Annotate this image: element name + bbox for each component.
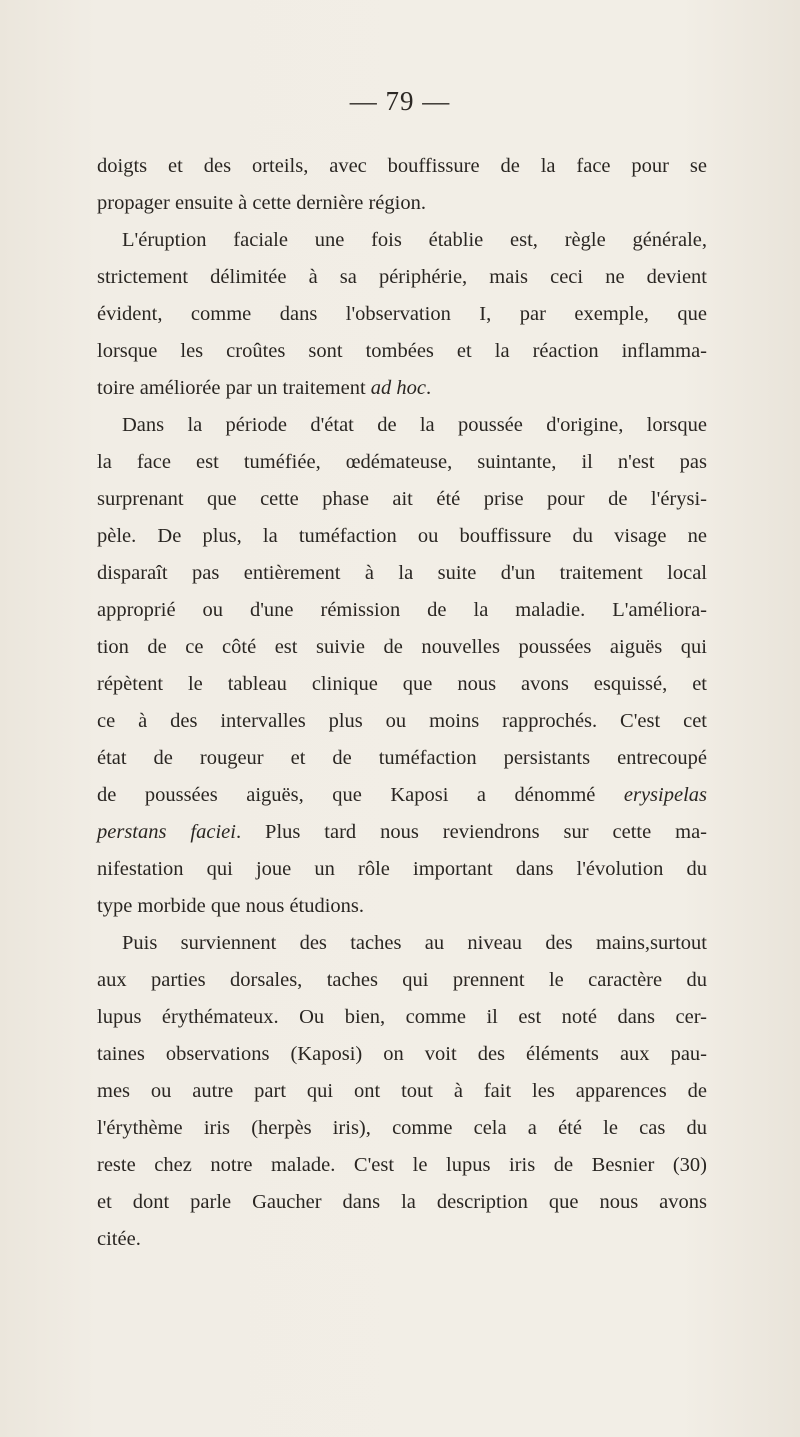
text-segment: surprenant que cette phase ait été prise pour de l'érysi- bbox=[97, 488, 707, 510]
text-segment: et dont parle Gaucher dans la description que nous avons bbox=[97, 1191, 707, 1213]
text-line bbox=[97, 481, 707, 518]
text-segment: répètent le tableau clinique que nous avons esquissé, et bbox=[97, 673, 707, 695]
text-segment: taines observations (Kaposi) on voit des éléments aux pau- bbox=[97, 1043, 707, 1065]
text-segment: toire améliorée par un traitement bbox=[97, 377, 371, 399]
text-line bbox=[97, 1184, 707, 1221]
text-line bbox=[97, 740, 707, 777]
text-line bbox=[97, 296, 707, 333]
text-line bbox=[97, 888, 707, 925]
text-segment: ce à des intervalles plus ou moins rapprochés. C'est cet bbox=[97, 710, 707, 732]
text-line bbox=[97, 518, 707, 555]
text-line bbox=[97, 925, 707, 962]
text-segment: reste chez notre malade. C'est le lupus iris de Besnier (30) bbox=[97, 1154, 707, 1176]
text-segment: la face est tuméfiée, œdémateuse, suintante, il n'est pas bbox=[97, 451, 707, 473]
text-segment: . bbox=[426, 377, 432, 399]
text-segment: citée. bbox=[97, 1228, 141, 1250]
text-line bbox=[97, 185, 707, 222]
text-segment: pèle. De plus, la tuméfaction ou bouffissure du visage ne bbox=[97, 525, 707, 547]
text-line bbox=[97, 259, 707, 296]
text-segment: nifestation qui joue un rôle important dans l'évolution du bbox=[97, 858, 707, 880]
text-segment: de poussées aiguës, que Kaposi a dénommé bbox=[97, 784, 624, 806]
text-segment: propager ensuite à cette dernière région. bbox=[97, 192, 426, 214]
text-line bbox=[97, 962, 707, 999]
text-segment: type morbide que nous étudions. bbox=[97, 895, 365, 917]
text-segment: évident, comme dans l'observation I, par exemple, que bbox=[97, 303, 707, 325]
text-segment: état de rougeur et de tuméfaction persistants entrecoupé bbox=[97, 747, 707, 769]
text-line bbox=[97, 555, 707, 592]
text-line bbox=[97, 444, 707, 481]
italic-text: perstans faciei bbox=[97, 821, 236, 843]
page-number: — 79 — bbox=[349, 86, 451, 116]
text-segment: L'éruption faciale une fois établie est, règle générale, bbox=[122, 229, 707, 251]
text-line bbox=[97, 1147, 707, 1184]
text-line bbox=[97, 703, 707, 740]
italic-text: erysipelas bbox=[623, 784, 707, 806]
text-segment: lorsque les croûtes sont tombées et la réaction inflamma- bbox=[97, 340, 707, 362]
text-line bbox=[97, 1110, 707, 1147]
text-segment: doigts et des orteils, avec bouffissure de la face pour se bbox=[97, 155, 707, 177]
italic-text: ad hoc bbox=[370, 377, 427, 399]
text-segment: . Plus tard nous reviendrons sur cette ma- bbox=[235, 821, 708, 843]
text-line bbox=[97, 222, 707, 259]
text-segment: Puis surviennent des taches au niveau des mains,surtout bbox=[122, 932, 707, 954]
text-line bbox=[97, 333, 707, 370]
text-segment: disparaît pas entièrement à la suite d'un traitement local bbox=[97, 562, 707, 584]
text-segment: approprié ou d'une rémission de la maladie. L'améliora- bbox=[97, 599, 707, 621]
text-line bbox=[97, 1036, 707, 1073]
text-segment: l'érythème iris (herpès iris), comme cela a été le cas du bbox=[97, 1117, 707, 1139]
text-line bbox=[97, 370, 707, 407]
text-line bbox=[97, 777, 707, 814]
text-line bbox=[97, 851, 707, 888]
text-line bbox=[97, 148, 707, 185]
text-line bbox=[97, 1221, 707, 1258]
text-segment: mes ou autre part qui ont tout à fait les apparences de bbox=[97, 1080, 707, 1102]
text-line bbox=[97, 1073, 707, 1110]
text-segment: lupus érythémateux. Ou bien, comme il est noté dans cer- bbox=[97, 1006, 707, 1028]
text-line bbox=[97, 629, 707, 666]
text-segment: strictement délimitée à sa périphérie, mais ceci ne devient bbox=[97, 266, 707, 288]
text-segment: tion de ce côté est suivie de nouvelles poussées aiguës qui bbox=[97, 636, 707, 658]
text-line bbox=[97, 999, 707, 1036]
text-segment: aux parties dorsales, taches qui prennent le caractère du bbox=[97, 969, 707, 991]
text-segment: Dans la période d'état de la poussée d'origine, lorsque bbox=[122, 414, 707, 436]
body-text bbox=[97, 148, 707, 1258]
text-line bbox=[97, 666, 707, 703]
text-line bbox=[97, 407, 707, 444]
text-line bbox=[97, 592, 707, 629]
text-line bbox=[97, 814, 707, 851]
